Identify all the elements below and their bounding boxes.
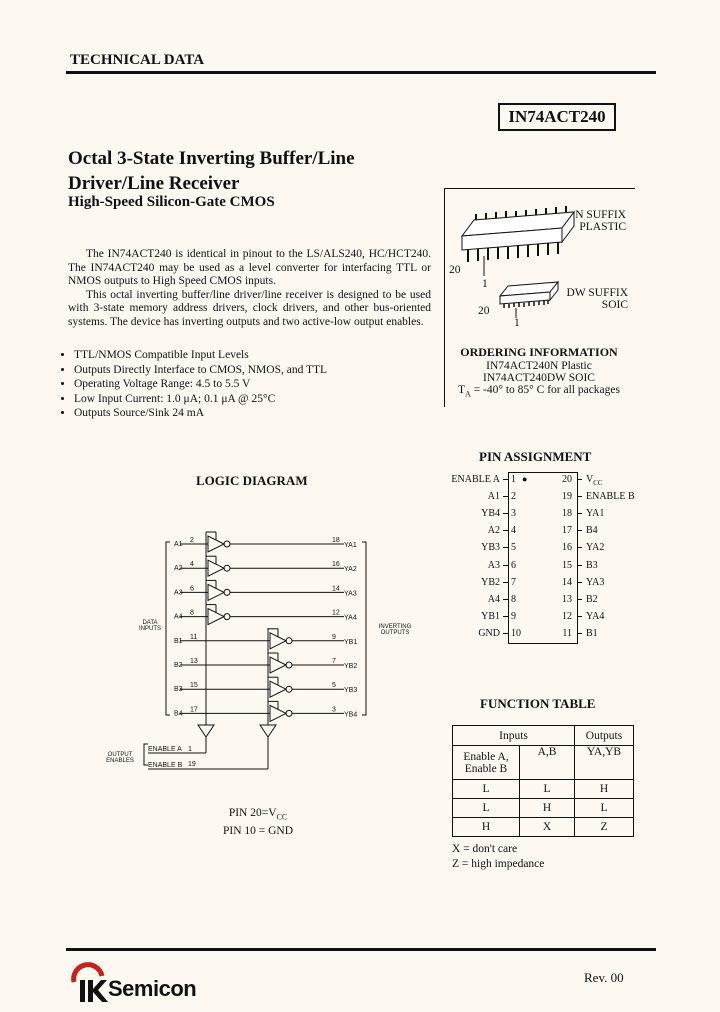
inverting-outputs-label <box>370 624 420 636</box>
input-pin-number: 17 <box>190 706 198 714</box>
outputs-header: Outputs <box>575 726 634 746</box>
pin-number-left: 3 <box>511 508 516 520</box>
pin20-prefix: PIN 20=V <box>228 807 277 819</box>
pin-stub <box>577 599 582 600</box>
n-pin-20: 20 <box>449 264 461 276</box>
soic-package-icon <box>500 282 558 318</box>
input-label: A1 <box>174 541 183 548</box>
pin-stub <box>577 479 582 480</box>
pin-number-right: 12 <box>562 610 572 622</box>
pin-stub <box>503 633 508 634</box>
output-enables-label <box>98 752 142 764</box>
enable-a-inverter <box>198 725 214 737</box>
output-pin-number: 5 <box>332 682 336 690</box>
ordering-heading: ORDERING INFORMATION <box>460 345 618 359</box>
pin-number-left: 10 <box>511 627 521 639</box>
feature-item: • Operating Voltage Range: 4.5 to 5.5 V <box>74 377 327 392</box>
col-y-header: YA,YB <box>575 746 634 780</box>
output-pin-number: 7 <box>332 658 336 665</box>
temp-prefix: T <box>458 384 466 396</box>
table-cell: X <box>520 818 575 837</box>
input-pin-number: 13 <box>190 658 198 665</box>
output-pin-number: 14 <box>332 585 340 593</box>
pin-name-right: B4 <box>586 525 598 537</box>
pin-assignment-heading: PIN ASSIGNMENT <box>479 449 592 464</box>
dw-suffix-line-1: DW SUFFIX <box>566 287 628 299</box>
inputs-header: Inputs <box>453 726 575 746</box>
pin-number-right: 14 <box>562 576 572 588</box>
output-enables-line-1: OUTPUT <box>107 752 133 758</box>
table-cell: H <box>453 818 520 837</box>
power-pins-note <box>200 806 316 838</box>
note-high-impedance: Z = high impedance <box>452 858 545 870</box>
enable-b-label: ENABLE B <box>148 762 183 769</box>
pin-stub <box>503 530 508 531</box>
temp-rest: = -40° to 85° C for all packages <box>470 384 620 396</box>
logic-diagram <box>100 525 400 780</box>
dw-pin-20: 20 <box>478 305 490 317</box>
pin-name-left: YB3 <box>481 542 500 554</box>
pin-stub <box>577 530 582 531</box>
pin-number-right: 18 <box>562 508 572 520</box>
data-inputs-line-2: INPUTS <box>138 626 161 632</box>
dw-pin-1: 1 <box>514 317 520 329</box>
ik-logo-icon <box>70 962 110 1006</box>
pin-name-left: ENABLE A <box>451 474 500 485</box>
input-label: B4 <box>174 710 183 718</box>
output-label: YB1 <box>344 638 358 646</box>
enable-a-pin: 1 <box>188 746 192 753</box>
logic-diagram-heading: LOGIC DIAGRAM <box>196 473 308 488</box>
table-row <box>453 799 634 818</box>
output-pin-number: 9 <box>332 633 336 641</box>
pin-stub <box>503 599 508 600</box>
pin-name-right: YA3 <box>586 576 605 588</box>
temp-sub: A <box>465 389 471 399</box>
table-cell: L <box>575 799 634 818</box>
input-label: B3 <box>174 686 183 694</box>
input-label: A4 <box>174 613 183 621</box>
ordering-line-2: IN74ACT240DW SOIC <box>483 372 595 384</box>
output-pin-number: 16 <box>332 561 340 569</box>
inverting-outputs-line-2: OUTPUTS <box>380 630 410 636</box>
input-label: A3 <box>174 589 183 597</box>
output-label: YA3 <box>344 590 357 598</box>
input-pin-number: 11 <box>190 633 198 641</box>
pin-number-left: 2 <box>511 491 516 503</box>
output-enables-line-2: ENABLES <box>106 758 134 764</box>
output-label: YA2 <box>344 566 357 574</box>
pin-name-left: YB1 <box>481 610 500 622</box>
input-label: A2 <box>174 565 183 573</box>
dw-suffix-label <box>556 287 628 311</box>
pin-stub <box>503 565 508 566</box>
input-pin-number: 4 <box>190 561 194 569</box>
top-rule <box>66 71 656 74</box>
pin-number-left: 7 <box>511 576 516 588</box>
pin-number-right: 13 <box>562 593 572 605</box>
pin-number-right: 17 <box>562 525 572 537</box>
description <box>68 248 431 329</box>
pin-number-right: 15 <box>562 559 572 571</box>
section-label: TECHNICAL DATA <box>70 52 205 68</box>
pin-stub <box>577 633 582 634</box>
pin-name-right: $V_{CC}$ <box>586 474 603 487</box>
pin-stub <box>503 547 508 548</box>
enable-b-pin: 19 <box>188 761 196 768</box>
pin-name-left: A1 <box>487 491 500 503</box>
pin-stub <box>503 496 508 497</box>
n-suffix-label <box>568 209 626 233</box>
pin-name-left: GND <box>478 627 500 639</box>
pin10-note: PIN 10 = GND <box>222 825 294 838</box>
ordering-line-1: IN74ACT240N Plastic <box>486 360 592 372</box>
revision: Rev. 00 <box>584 970 624 985</box>
pin-stub <box>503 582 508 583</box>
feature-list <box>60 348 327 421</box>
pin-number-left: 9 <box>511 610 516 622</box>
pin-name-right: B1 <box>586 627 598 639</box>
pin-number-left: 5 <box>511 542 516 554</box>
table-cell: H <box>575 780 634 799</box>
enable-a-label: ENABLE A <box>148 746 182 753</box>
pin-name-right: ENABLE B <box>586 491 635 503</box>
n-suffix-line-2: PLASTIC <box>579 221 626 233</box>
pin-name-left: YB4 <box>481 508 500 520</box>
pin-number-right: 20 <box>562 474 572 485</box>
pin-name-left: A2 <box>487 525 500 537</box>
table-cell: L <box>520 780 575 799</box>
description-paragraph-2: This octal inverting buffer/line driver/line receiver is designed to be used with 3-state memory address drivers, clock drivers, and other bus-oriented systems. The device has inverting outputs and two active-low output enables. <box>68 288 431 328</box>
table-row <box>453 818 634 837</box>
pin-number-left: 1 <box>511 474 516 485</box>
company-logo <box>70 962 270 1006</box>
output-pin-number: 3 <box>332 706 336 714</box>
input-pin-number: 2 <box>190 537 194 544</box>
output-label: YA1 <box>344 542 357 549</box>
pin-number-right: 11 <box>562 627 572 639</box>
pin-stub <box>503 616 508 617</box>
output-label: YB4 <box>344 711 358 719</box>
page-subtitle: High-Speed Silicon-Gate CMOS <box>68 194 275 210</box>
feature-item: • Outputs Source/Sink 24 mA <box>74 406 327 421</box>
pin-name-right: B2 <box>586 593 598 605</box>
input-pin-number: 6 <box>190 585 194 593</box>
pin-name-right: YA1 <box>586 508 605 520</box>
vcc-subscript: CC <box>593 479 603 487</box>
table-cell: L <box>453 799 520 818</box>
output-label: YB3 <box>344 687 358 695</box>
data-inputs-label <box>130 620 170 632</box>
input-pin-number: 15 <box>190 682 198 690</box>
table-cell: L <box>453 780 520 799</box>
company-name: Semicon <box>108 976 197 1001</box>
pin-name-right: YA4 <box>586 610 605 622</box>
pin-stub <box>577 616 582 617</box>
dw-suffix-line-2: SOIC <box>601 299 628 311</box>
pin-stub <box>577 547 582 548</box>
pin20-note <box>200 806 316 824</box>
function-table-heading: FUNCTION TABLE <box>480 696 596 711</box>
pin-name-left: A4 <box>487 593 500 605</box>
input-pin-number: 8 <box>190 609 194 617</box>
output-pin-number: 18 <box>332 537 340 544</box>
inverting-outputs-line-1: INVERTING <box>378 624 412 630</box>
pin-name-right: YA2 <box>586 542 605 554</box>
enable-b-inverter <box>260 725 276 737</box>
col-ab-header: A,B <box>520 746 575 780</box>
output-label: YA4 <box>344 614 357 622</box>
table-row <box>453 780 634 799</box>
col-enable-line-2: Enable B <box>464 762 508 775</box>
pin-stub <box>503 513 508 514</box>
pin-name-left: A3 <box>487 559 500 571</box>
ordering-information <box>444 345 634 398</box>
pin-number-right: 16 <box>562 542 572 554</box>
data-inputs-line-1: DATA <box>142 620 158 626</box>
title-line-1: Octal 3-State Inverting Buffer/Line <box>68 148 355 169</box>
pin-stub <box>577 565 582 566</box>
pin-number-right: 19 <box>562 491 572 503</box>
pin-name-right: B3 <box>586 559 598 571</box>
pin-stub <box>503 479 508 480</box>
pin-stub <box>577 496 582 497</box>
feature-item: • Outputs Directly Interface to CMOS, NMOS, and TTL <box>74 363 327 378</box>
pin-stub <box>577 513 582 514</box>
note-dont-care: X = don't care <box>452 843 518 855</box>
part-number: IN74ACT240 <box>498 103 616 131</box>
page-title <box>68 146 355 196</box>
pin1-dot-icon: ● <box>522 474 528 484</box>
table-cell: H <box>520 799 575 818</box>
feature-item: • Low Input Current: 1.0 μA; 0.1 μA @ 25°C <box>74 392 327 407</box>
output-label: YB2 <box>344 663 358 670</box>
title-line-2: Driver/Line Receiver <box>68 173 240 194</box>
pin-name-left: YB2 <box>481 576 500 588</box>
bottom-rule <box>66 948 656 951</box>
n-pin-1: 1 <box>482 278 488 290</box>
feature-item: • TTL/NMOS Compatible Input Levels <box>74 348 327 363</box>
ordering-temperature <box>444 384 634 398</box>
col-enable-line-1: Enable A, <box>463 750 509 763</box>
description-paragraph-1: The IN74ACT240 is identical in pinout to the LS/ALS240, HC/HCT240. The IN74ACT240 may be used as a level converter for interfacing TTL or NMOS outputs to High Speed CMOS inputs. <box>68 248 431 287</box>
dip-package-icon <box>462 206 574 276</box>
n-suffix-line-1: N SUFFIX <box>575 209 626 221</box>
pin-number-left: 8 <box>511 593 516 605</box>
input-label: B1 <box>174 637 183 645</box>
pin-number-left: 4 <box>511 525 516 537</box>
col-enable-header <box>453 746 520 780</box>
input-label: B2 <box>174 662 183 669</box>
pin-number-left: 6 <box>511 559 516 571</box>
function-table <box>452 725 634 837</box>
table-cell: Z <box>575 818 634 837</box>
pin-stub <box>577 582 582 583</box>
pin20-sub: CC <box>276 812 288 822</box>
function-table-notes <box>452 842 544 872</box>
output-pin-number: 12 <box>332 609 340 617</box>
